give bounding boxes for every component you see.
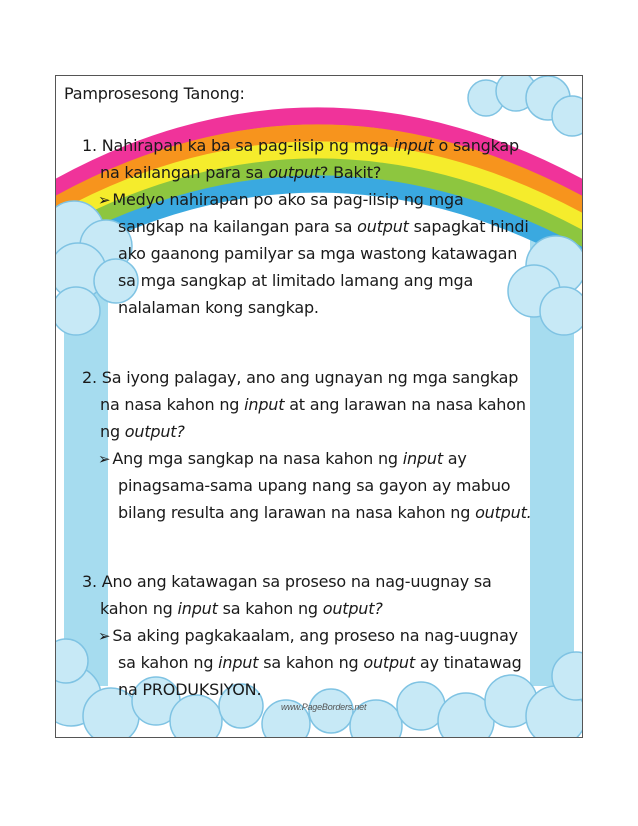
q2-line-3: ng output?: [100, 422, 185, 441]
q1-line-1: 1. Nahirapan ka ba sa pag-iisip ng mga input o sangkap: [82, 136, 519, 155]
q3-answer-1: ➢ Sa aking pagkakaalam, ang proseso na nag-uugnay: [98, 626, 518, 645]
q1-answer-2: sangkap na kailangan para sa output sapagkat hindi: [118, 217, 529, 236]
q1-answer-5: nalalaman kong sangkap.: [118, 298, 319, 317]
q3-answer-3: na PRODUKSIYON.: [118, 680, 262, 699]
q3-line-2: kahon ng input sa kahon ng output?: [100, 599, 383, 618]
q1-answer-1: ➢ Medyo nahirapan po ako sa pag-iisip ng mga: [98, 190, 464, 209]
q2-answer-3: bilang resulta ang larawan na nasa kahon ng output.: [118, 503, 532, 522]
q3-answer-2: sa kahon ng input sa kahon ng output ay tinatawag: [118, 653, 522, 672]
q1-answer-4: sa mga sangkap at limitado lamang ang mga: [118, 271, 474, 290]
arrow-bullet-icon: ➢: [98, 627, 111, 645]
q2-answer-2: pinagsama-sama upang nang sa gayon ay mabuo: [118, 476, 511, 495]
q1-answer-3: ako gaanong pamilyar sa mga wastong katawagan: [118, 244, 518, 263]
q1-line-2: na kailangan para sa output? Bakit?: [100, 163, 382, 182]
q2-line-1: 2. Sa iyong palagay, ano ang ugnayan ng mga sangkap: [82, 368, 519, 387]
q2-answer-1: ➢ Ang mga sangkap na nasa kahon ng input ay: [98, 449, 467, 468]
arrow-bullet-icon: ➢: [98, 450, 111, 468]
arrow-bullet-icon: ➢: [98, 191, 111, 209]
q3-line-1: 3. Ano ang katawagan sa proseso na nag-uugnay sa: [82, 572, 492, 591]
heading: Pamprosesong Tanong:: [64, 84, 245, 103]
page-border-frame: [55, 75, 583, 738]
watermark: www.PageBorders.net: [281, 702, 367, 712]
q2-line-2: na nasa kahon ng input at ang larawan na nasa kahon: [100, 395, 526, 414]
